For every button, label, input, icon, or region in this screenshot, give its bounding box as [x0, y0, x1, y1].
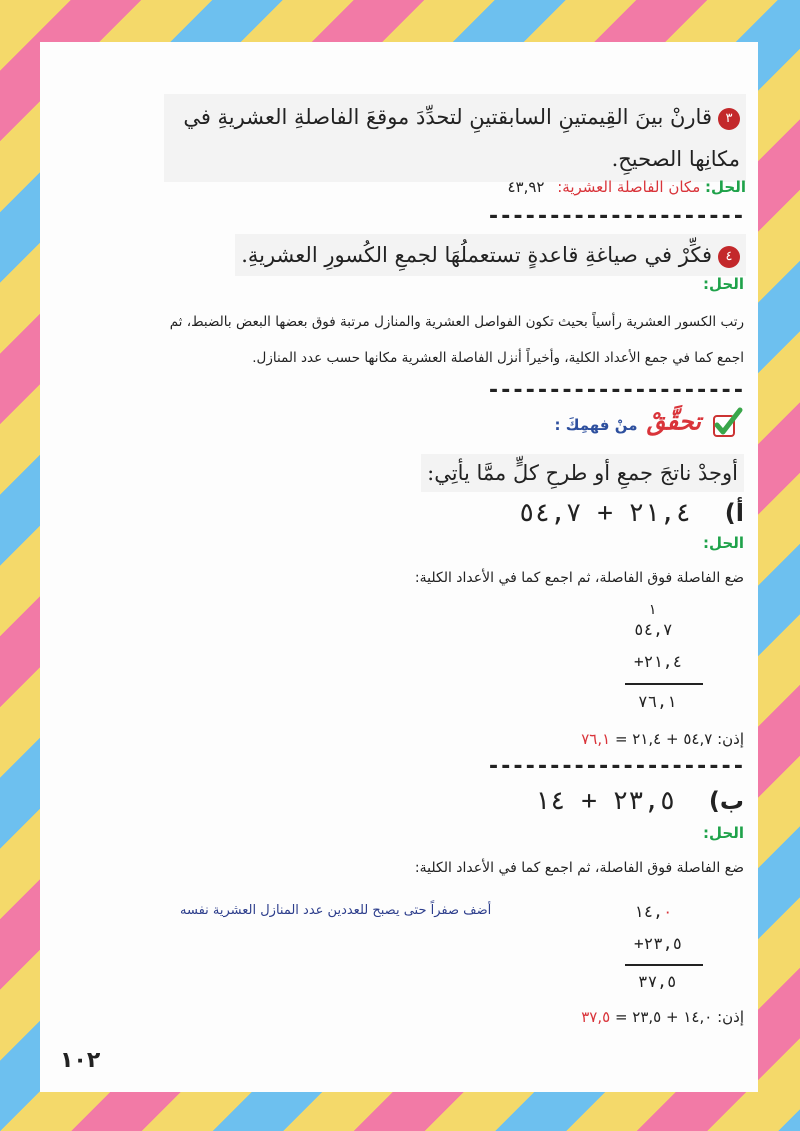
part-b-final-prefix: إذن: ١٤,٠ + ٢٣,٥ = — [614, 1008, 744, 1026]
part-b-final-value: ٣٧,٥ — [581, 1008, 611, 1026]
part-a-final — [581, 730, 744, 748]
question-4-text: فكِّرْ في صياغةِ قاعدةٍ تستعملُهَا لجمعِ الكُسورِ العشريةِ. — [241, 243, 712, 267]
part-b-row2: +٢٣,٥ — [634, 934, 683, 953]
page-sheet — [40, 42, 758, 1092]
solution-label: الحل: — [705, 178, 746, 196]
question-3-solution — [507, 178, 746, 196]
part-b-row1 — [634, 902, 673, 921]
part-b-label: ب) — [708, 787, 744, 815]
solution-label-a: الحل: — [703, 534, 744, 552]
part-a-label: أ) — [724, 499, 744, 527]
part-a-carry: ١ — [648, 602, 657, 618]
part-a-row2: +٢١,٤ — [634, 652, 683, 671]
part-a-final-value: ٧٦,١ — [581, 730, 611, 748]
q4-solution-line-2: اجمع كما في جمع الأعداد الكلية، وأخيراً أنزل الفاصلة العشرية مكانها حسب عدد المنازل. — [252, 350, 744, 366]
part-a-sum-line — [625, 683, 703, 685]
part-b-note: أضف صفراً حتى يصبح للعددين عدد المنازل العشرية نفسه — [180, 903, 492, 918]
part-b-step: ضع الفاصلة فوق الفاصلة، ثم اجمع كما في الأعداد الكلية: — [414, 860, 744, 876]
separator-2: --------------------- — [486, 378, 744, 403]
part-a-expression — [519, 498, 744, 528]
decimal-place-value: ٤٣,٩٢ — [507, 178, 545, 196]
checkmark-icon — [710, 406, 744, 444]
question-4-number: ٤ — [718, 246, 740, 268]
part-b-expr: ٢٣,٥ + ١٤ — [534, 786, 676, 816]
question-4-solution — [54, 304, 744, 376]
solution-label-q4: الحل: — [703, 275, 744, 293]
check-title: تحقَّقْ — [646, 406, 701, 436]
question-3-text: قارنْ بينَ القِيمتينِ السابقتينِ لتحدِّدَ موقعَ الفاصلةِ العشريةِ في مكانِها الصحيحِ. — [183, 105, 740, 171]
part-b-sum-line — [625, 964, 703, 966]
question-3 — [164, 94, 746, 182]
part-b-row1-zero: ٠ — [662, 902, 673, 921]
question-4 — [235, 234, 746, 276]
check-understanding-header — [555, 406, 745, 444]
part-a-final-prefix: إذن: ٥٤,٧ + ٢١,٤ = — [614, 730, 744, 748]
part-a-row1: ٥٤,٧ — [634, 620, 673, 639]
part-a-result: ٧٦,١ — [638, 692, 677, 711]
q4-solution-line-1: رتب الكسور العشرية رأسياً بحيث تكون الفواصل العشرية والمنازل مرتبة فوق بعضها البعض بالضبط، ثم — [169, 314, 744, 330]
part-b-result: ٣٧,٥ — [638, 972, 677, 991]
check-subtitle: منْ فهمِكَ : — [554, 415, 638, 434]
part-a-step: ضع الفاصلة فوق الفاصلة، ثم اجمع كما في الأعداد الكلية: — [414, 570, 744, 586]
solution-label-b: الحل: — [703, 824, 744, 842]
part-b-row1-main: ١٤, — [634, 902, 663, 921]
part-b-final — [581, 1008, 744, 1026]
part-b-expression — [534, 786, 744, 816]
instruction: أوجدْ ناتجَ جمعِ أو طرحِ كلٍّ ممَّا يأتِي: — [421, 454, 744, 492]
question-3-number: ٣ — [718, 108, 740, 130]
separator-1: --------------------- — [486, 204, 744, 229]
decimal-place-label: مكان الفاصلة العشرية: — [557, 178, 701, 196]
part-a-expr: ٢١,٤ + ٥٤,٧ — [518, 498, 692, 528]
page-number: ١٠٢ — [60, 1048, 101, 1073]
separator-3: --------------------- — [486, 754, 744, 779]
